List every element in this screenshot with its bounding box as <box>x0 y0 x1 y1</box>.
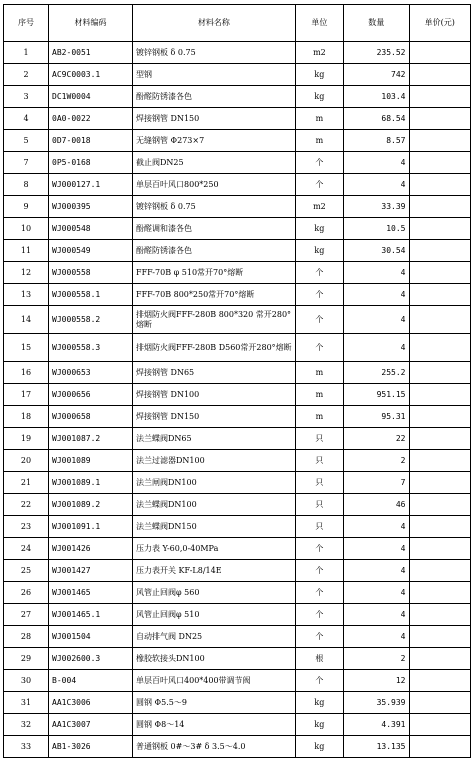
material-name-cell: 自动排气阀 DN25 <box>133 626 296 648</box>
unit-price-cell <box>409 196 471 218</box>
unit-price-cell <box>409 306 471 334</box>
unit-cell: kg <box>295 692 343 714</box>
quantity-cell: 2 <box>343 648 409 670</box>
material-name-cell: 酚醛防锈漆各色 <box>133 240 296 262</box>
quantity-cell: 951.15 <box>343 384 409 406</box>
material-name-cell: 单层百叶风口400*400带调节阀 <box>133 670 296 692</box>
quantity-cell: 4 <box>343 516 409 538</box>
table-row <box>4 218 471 240</box>
quantity-cell: 4 <box>343 582 409 604</box>
material-code-cell: WJ000548 <box>49 218 133 240</box>
material-name-cell: 镀锌钢板 δ 0.75 <box>133 196 296 218</box>
unit-cell: 个 <box>295 604 343 626</box>
unit-price-cell <box>409 670 471 692</box>
table-row <box>4 86 471 108</box>
material-name-cell: FFF-70B 800*250常开70°熔断 <box>133 284 296 306</box>
material-name-cell: 无缝钢管 Φ273×7 <box>133 130 296 152</box>
unit-cell: 只 <box>295 428 343 450</box>
material-code-cell: WJ001427 <box>49 560 133 582</box>
row-index-cell: 29 <box>4 648 49 670</box>
unit-cell: 个 <box>295 626 343 648</box>
unit-cell: 个 <box>295 284 343 306</box>
material-name-cell: 酚醛调和漆各色 <box>133 218 296 240</box>
materials-table <box>3 4 471 758</box>
material-code-cell: B-004 <box>49 670 133 692</box>
quantity-cell: 8.57 <box>343 130 409 152</box>
table-row <box>4 240 471 262</box>
unit-price-cell <box>409 384 471 406</box>
table-row <box>4 670 471 692</box>
unit-price-cell <box>409 262 471 284</box>
quantity-cell: 4.391 <box>343 714 409 736</box>
quantity-cell: 46 <box>343 494 409 516</box>
table-row <box>4 196 471 218</box>
row-index-cell: 25 <box>4 560 49 582</box>
row-index-cell: 23 <box>4 516 49 538</box>
quantity-cell: 255.2 <box>343 362 409 384</box>
material-code-cell: WJ001089.2 <box>49 494 133 516</box>
row-index-cell: 14 <box>4 306 49 334</box>
table-row <box>4 152 471 174</box>
quantity-cell: 35.939 <box>343 692 409 714</box>
unit-price-cell <box>409 494 471 516</box>
table-row <box>4 130 471 152</box>
unit-cell: m <box>295 384 343 406</box>
material-code-cell: WJ001504 <box>49 626 133 648</box>
quantity-cell: 4 <box>343 306 409 334</box>
unit-price-cell <box>409 736 471 758</box>
material-name-cell: 法兰蝶阀DN65 <box>133 428 296 450</box>
unit-cell: 只 <box>295 472 343 494</box>
unit-price-cell <box>409 582 471 604</box>
unit-price-cell <box>409 560 471 582</box>
table-row <box>4 362 471 384</box>
unit-price-cell <box>409 42 471 64</box>
row-index-cell: 32 <box>4 714 49 736</box>
table-row <box>4 604 471 626</box>
unit-cell: 个 <box>295 334 343 362</box>
material-name-cell: FFF-70B φ 510常开70°熔断 <box>133 262 296 284</box>
unit-cell: 个 <box>295 262 343 284</box>
header-quantity: 数量 <box>343 5 409 42</box>
row-index-cell: 4 <box>4 108 49 130</box>
row-index-cell: 2 <box>4 64 49 86</box>
unit-price-cell <box>409 152 471 174</box>
material-code-cell: WJ000558.1 <box>49 284 133 306</box>
row-index-cell: 1 <box>4 42 49 64</box>
row-index-cell: 3 <box>4 86 49 108</box>
material-code-cell: WJ001089.1 <box>49 472 133 494</box>
material-code-cell: AB1-3026 <box>49 736 133 758</box>
unit-price-cell <box>409 626 471 648</box>
unit-cell: m <box>295 108 343 130</box>
material-code-cell: WJ000558.3 <box>49 334 133 362</box>
row-index-cell: 7 <box>4 152 49 174</box>
table-row <box>4 262 471 284</box>
row-index-cell: 27 <box>4 604 49 626</box>
table-row <box>4 648 471 670</box>
table-row <box>4 736 471 758</box>
unit-price-cell <box>409 450 471 472</box>
table-row <box>4 472 471 494</box>
material-name-cell: 焊接钢管 DN65 <box>133 362 296 384</box>
material-name-cell: 单层百叶风口800*250 <box>133 174 296 196</box>
row-index-cell: 26 <box>4 582 49 604</box>
unit-cell: kg <box>295 64 343 86</box>
table-row <box>4 42 471 64</box>
header-code: 材料编码 <box>49 5 133 42</box>
material-name-cell: 普通钢板 0#～3# δ 3.5～4.0 <box>133 736 296 758</box>
row-index-cell: 15 <box>4 334 49 362</box>
material-name-cell: 圆钢 Φ8～14 <box>133 714 296 736</box>
quantity-cell: 4 <box>343 262 409 284</box>
unit-price-cell <box>409 86 471 108</box>
row-index-cell: 9 <box>4 196 49 218</box>
row-index-cell: 5 <box>4 130 49 152</box>
quantity-cell: 4 <box>343 152 409 174</box>
material-code-cell: WJ000549 <box>49 240 133 262</box>
material-code-cell: WJ000127.1 <box>49 174 133 196</box>
header-unit-price: 单价(元) <box>409 5 471 42</box>
material-name-cell: 镀锌钢板 δ 0.75 <box>133 42 296 64</box>
material-code-cell: WJ000656 <box>49 384 133 406</box>
material-name-cell: 焊接钢管 DN100 <box>133 384 296 406</box>
unit-price-cell <box>409 472 471 494</box>
material-code-cell: WJ001465.1 <box>49 604 133 626</box>
quantity-cell: 4 <box>343 626 409 648</box>
row-index-cell: 30 <box>4 670 49 692</box>
material-name-cell: 法兰过滤器DN100 <box>133 450 296 472</box>
material-name-cell: 压力表开关 KF-L8/14E <box>133 560 296 582</box>
unit-price-cell <box>409 648 471 670</box>
table-row <box>4 406 471 428</box>
material-code-cell: AA1C3006 <box>49 692 133 714</box>
unit-cell: m <box>295 362 343 384</box>
header-unit: 单位 <box>295 5 343 42</box>
material-code-cell: 0D7-0018 <box>49 130 133 152</box>
material-name-cell: 焊接钢管 DN150 <box>133 108 296 130</box>
table-row <box>4 334 471 362</box>
row-index-cell: 10 <box>4 218 49 240</box>
material-name-cell: 法兰蝶阀DN150 <box>133 516 296 538</box>
row-index-cell: 22 <box>4 494 49 516</box>
row-index-cell: 31 <box>4 692 49 714</box>
unit-cell: 个 <box>295 174 343 196</box>
unit-price-cell <box>409 604 471 626</box>
quantity-cell: 22 <box>343 428 409 450</box>
table-row <box>4 174 471 196</box>
material-code-cell: WJ001465 <box>49 582 133 604</box>
unit-cell: 个 <box>295 670 343 692</box>
material-code-cell: 0A0-0022 <box>49 108 133 130</box>
quantity-cell: 4 <box>343 560 409 582</box>
row-index-cell: 33 <box>4 736 49 758</box>
material-name-cell: 排烟防火阀FFF-280B D560常开280°熔断 <box>133 334 296 362</box>
quantity-cell: 12 <box>343 670 409 692</box>
unit-cell: 只 <box>295 494 343 516</box>
unit-price-cell <box>409 218 471 240</box>
table-row <box>4 714 471 736</box>
table-row <box>4 560 471 582</box>
unit-price-cell <box>409 64 471 86</box>
material-name-cell: 截止阀DN25 <box>133 152 296 174</box>
quantity-cell: 68.54 <box>343 108 409 130</box>
material-code-cell: WJ000653 <box>49 362 133 384</box>
row-index-cell: 11 <box>4 240 49 262</box>
material-code-cell: AA1C3007 <box>49 714 133 736</box>
unit-price-cell <box>409 714 471 736</box>
row-index-cell: 19 <box>4 428 49 450</box>
material-name-cell: 酚醛防锈漆各色 <box>133 86 296 108</box>
quantity-cell: 10.5 <box>343 218 409 240</box>
row-index-cell: 12 <box>4 262 49 284</box>
table-row <box>4 428 471 450</box>
header-name: 材料名称 <box>133 5 296 42</box>
table-row <box>4 284 471 306</box>
table-row <box>4 64 471 86</box>
unit-cell: 个 <box>295 582 343 604</box>
quantity-cell: 2 <box>343 450 409 472</box>
unit-cell: m <box>295 406 343 428</box>
row-index-cell: 8 <box>4 174 49 196</box>
material-code-cell: DC1W0004 <box>49 86 133 108</box>
row-index-cell: 20 <box>4 450 49 472</box>
unit-cell: 个 <box>295 560 343 582</box>
unit-cell: 只 <box>295 516 343 538</box>
table-row <box>4 692 471 714</box>
quantity-cell: 4 <box>343 174 409 196</box>
unit-price-cell <box>409 130 471 152</box>
table-row <box>4 384 471 406</box>
unit-price-cell <box>409 406 471 428</box>
quantity-cell: 742 <box>343 64 409 86</box>
unit-price-cell <box>409 692 471 714</box>
material-code-cell: WJ000658 <box>49 406 133 428</box>
table-row <box>4 538 471 560</box>
material-code-cell: WJ000558 <box>49 262 133 284</box>
row-index-cell: 28 <box>4 626 49 648</box>
unit-price-cell <box>409 538 471 560</box>
material-code-cell: AB2-0051 <box>49 42 133 64</box>
material-code-cell: WJ000395 <box>49 196 133 218</box>
material-name-cell: 风管止回阀φ 510 <box>133 604 296 626</box>
material-code-cell: WJ000558.2 <box>49 306 133 334</box>
quantity-cell: 33.39 <box>343 196 409 218</box>
material-name-cell: 圆钢 Φ5.5～9 <box>133 692 296 714</box>
material-name-cell: 压力表 Y-60,0-40MPa <box>133 538 296 560</box>
header-row <box>4 5 471 42</box>
material-code-cell: WJ001091.1 <box>49 516 133 538</box>
row-index-cell: 18 <box>4 406 49 428</box>
row-index-cell: 24 <box>4 538 49 560</box>
unit-price-cell <box>409 108 471 130</box>
material-code-cell: WJ001426 <box>49 538 133 560</box>
material-name-cell: 法兰蝶阀DN100 <box>133 494 296 516</box>
material-name-cell: 风管止回阀φ 560 <box>133 582 296 604</box>
table-row <box>4 582 471 604</box>
unit-cell: kg <box>295 86 343 108</box>
header-index: 序号 <box>4 5 49 42</box>
table-body <box>4 42 471 758</box>
unit-cell: 根 <box>295 648 343 670</box>
quantity-cell: 103.4 <box>343 86 409 108</box>
unit-price-cell <box>409 516 471 538</box>
quantity-cell: 7 <box>343 472 409 494</box>
quantity-cell: 4 <box>343 284 409 306</box>
unit-cell: m <box>295 130 343 152</box>
material-code-cell: AC9C0003.1 <box>49 64 133 86</box>
unit-price-cell <box>409 362 471 384</box>
unit-cell: 只 <box>295 450 343 472</box>
table-row <box>4 516 471 538</box>
quantity-cell: 235.52 <box>343 42 409 64</box>
unit-cell: m2 <box>295 196 343 218</box>
table-row <box>4 450 471 472</box>
row-index-cell: 16 <box>4 362 49 384</box>
unit-cell: kg <box>295 736 343 758</box>
unit-price-cell <box>409 428 471 450</box>
quantity-cell: 4 <box>343 538 409 560</box>
unit-cell: m2 <box>295 42 343 64</box>
material-name-cell: 排烟防火阀FFF-280B 800*320 常开280°熔断 <box>133 306 296 334</box>
row-index-cell: 13 <box>4 284 49 306</box>
unit-cell: 个 <box>295 538 343 560</box>
unit-cell: 个 <box>295 152 343 174</box>
unit-cell: kg <box>295 714 343 736</box>
quantity-cell: 4 <box>343 604 409 626</box>
quantity-cell: 30.54 <box>343 240 409 262</box>
unit-price-cell <box>409 284 471 306</box>
quantity-cell: 13.135 <box>343 736 409 758</box>
table-row <box>4 494 471 516</box>
unit-price-cell <box>409 174 471 196</box>
table-row <box>4 306 471 334</box>
row-index-cell: 21 <box>4 472 49 494</box>
unit-price-cell <box>409 240 471 262</box>
material-code-cell: WJ001087.2 <box>49 428 133 450</box>
unit-cell: 个 <box>295 306 343 334</box>
row-index-cell: 17 <box>4 384 49 406</box>
material-name-cell: 型钢 <box>133 64 296 86</box>
material-code-cell: 0P5-0168 <box>49 152 133 174</box>
material-name-cell: 法兰闸阀DN100 <box>133 472 296 494</box>
table-row <box>4 626 471 648</box>
quantity-cell: 4 <box>343 334 409 362</box>
table-row <box>4 108 471 130</box>
quantity-cell: 95.31 <box>343 406 409 428</box>
unit-cell: kg <box>295 218 343 240</box>
material-code-cell: WJ001089 <box>49 450 133 472</box>
material-name-cell: 焊接钢管 DN150 <box>133 406 296 428</box>
unit-price-cell <box>409 334 471 362</box>
material-code-cell: WJ002600.3 <box>49 648 133 670</box>
material-name-cell: 橡胶软接头DN100 <box>133 648 296 670</box>
unit-cell: kg <box>295 240 343 262</box>
